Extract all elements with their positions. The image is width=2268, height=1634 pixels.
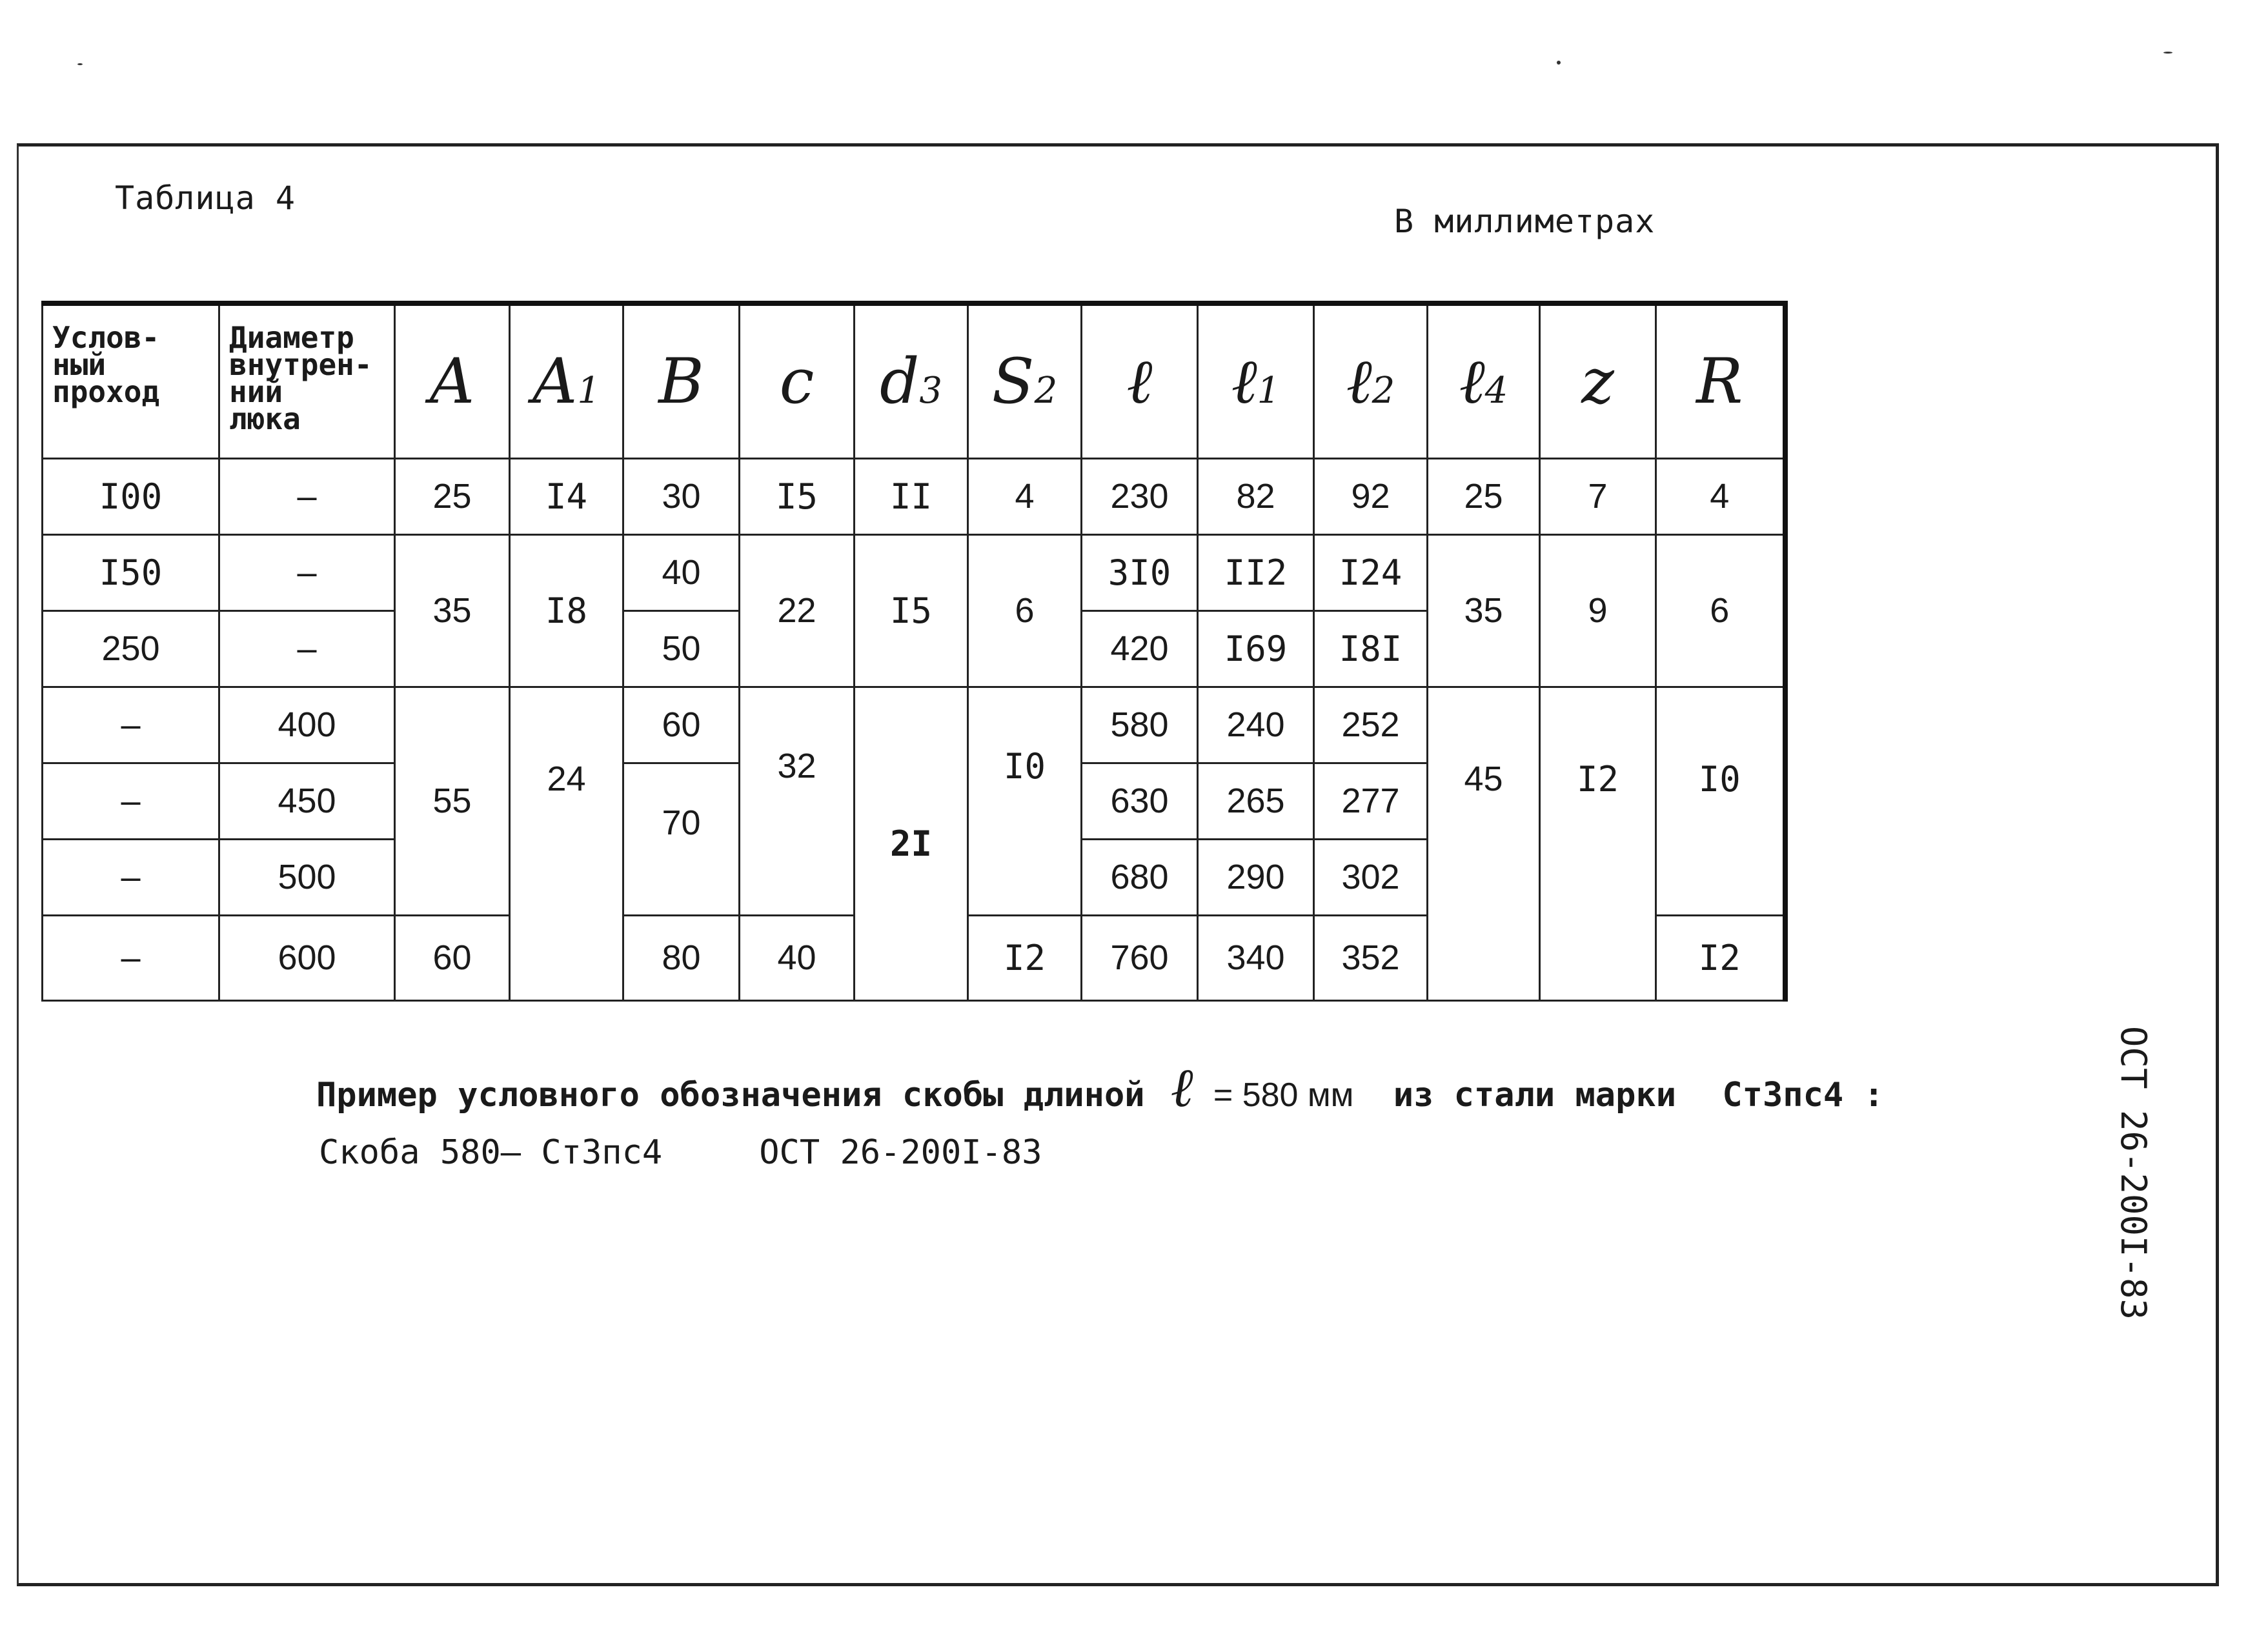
cell-l4: 25 — [1428, 458, 1540, 534]
cell-dia: 600 — [219, 915, 395, 1000]
cell-dia: 500 — [219, 839, 395, 915]
cell-c: 22 — [740, 534, 855, 687]
cell-z: 7 — [1540, 458, 1656, 534]
cell-l1: 82 — [1198, 458, 1314, 534]
cell-l1: II2 — [1198, 534, 1314, 610]
cell-c: 40 — [740, 915, 855, 1000]
header-l1: ℓ1 — [1198, 303, 1314, 458]
cell-l1: I69 — [1198, 610, 1314, 687]
cell-l4: 45 — [1428, 687, 1540, 1000]
header-hatch-diameter: Диаметр внутрен- ний люка — [219, 303, 395, 458]
designation-standard: ОСТ 26-200I-83 — [759, 1133, 1042, 1172]
cell-R: I0 — [1656, 687, 1785, 915]
example-steel-grade: Ст3пс4 : — [1722, 1076, 1884, 1115]
cell-B: 70 — [623, 763, 740, 915]
cell-d3: 2I — [855, 687, 968, 1000]
cell-B: 80 — [623, 915, 740, 1000]
header-c: c — [740, 303, 855, 458]
header-R: R — [1656, 303, 1785, 458]
cell-dn: – — [43, 839, 219, 915]
cell-dn: – — [43, 687, 219, 763]
designation-string — [319, 1133, 1042, 1172]
cell-l4: 35 — [1428, 534, 1540, 687]
cell-l1: 340 — [1198, 915, 1314, 1000]
designation-name: Скоба 580– Ст3пс4 — [319, 1133, 663, 1172]
cell-A: 55 — [395, 687, 510, 915]
cell-dn: – — [43, 763, 219, 839]
scan-speck — [2163, 52, 2172, 54]
header-B: B — [623, 303, 740, 458]
cell-dn: I50 — [43, 534, 219, 610]
header-l: ℓ — [1082, 303, 1198, 458]
header-d3: d3 — [855, 303, 968, 458]
cell-l2: 252 — [1314, 687, 1428, 763]
cell-z: I2 — [1540, 687, 1656, 1000]
cell-dn: I00 — [43, 458, 219, 534]
cell-dia: 450 — [219, 763, 395, 839]
header-nominal-bore: Услов- ный проход — [43, 303, 219, 458]
cell-dia: – — [219, 534, 395, 610]
cell-l2: I24 — [1314, 534, 1428, 610]
cell-A1: I8 — [510, 534, 623, 687]
cell-l1: 265 — [1198, 763, 1314, 839]
units-label: В миллиметрах — [1394, 203, 1655, 240]
header-A1: A1 — [510, 303, 623, 458]
cell-A: 60 — [395, 915, 510, 1000]
cell-S2: I0 — [968, 687, 1082, 915]
cell-S2: 4 — [968, 458, 1082, 534]
cell-l: 420 — [1082, 610, 1198, 687]
header-z: z — [1540, 303, 1656, 458]
cell-l2: I8I — [1314, 610, 1428, 687]
cell-l2: 302 — [1314, 839, 1428, 915]
cell-l2: 352 — [1314, 915, 1428, 1000]
cell-c: 32 — [740, 687, 855, 915]
cell-A: 25 — [395, 458, 510, 534]
cell-B: 30 — [623, 458, 740, 534]
cell-l: 760 — [1082, 915, 1198, 1000]
cell-l: 3I0 — [1082, 534, 1198, 610]
table-row — [43, 534, 1785, 610]
cell-S2: I2 — [968, 915, 1082, 1000]
cell-R: I2 — [1656, 915, 1785, 1000]
cell-R: 6 — [1656, 534, 1785, 687]
cell-l2: 92 — [1314, 458, 1428, 534]
cell-d3: II — [855, 458, 968, 534]
cell-z: 9 — [1540, 534, 1656, 687]
table-row — [43, 687, 1785, 763]
dimensions-table — [41, 301, 1788, 1002]
header-A: A — [395, 303, 510, 458]
cell-R: 4 — [1656, 458, 1785, 534]
table-row — [43, 458, 1785, 534]
length-symbol: ℓ — [1170, 1056, 1193, 1119]
header-S2: S2 — [968, 303, 1082, 458]
cell-l1: 240 — [1198, 687, 1314, 763]
cell-A: 35 — [395, 534, 510, 687]
designation-example — [316, 1056, 1884, 1120]
cell-dia: – — [219, 458, 395, 534]
example-prefix: Пример условного обозначения скобы длиной — [316, 1076, 1145, 1115]
cell-A1: I4 — [510, 458, 623, 534]
cell-l: 630 — [1082, 763, 1198, 839]
cell-c: I5 — [740, 458, 855, 534]
scan-speck — [77, 63, 83, 65]
cell-l2: 277 — [1314, 763, 1428, 839]
side-standard-code: ОСТ 26-200I-83 — [2113, 1025, 2154, 1320]
cell-B: 60 — [623, 687, 740, 763]
cell-l: 230 — [1082, 458, 1198, 534]
cell-dn: 250 — [43, 610, 219, 687]
header-l2: ℓ2 — [1314, 303, 1428, 458]
cell-l: 580 — [1082, 687, 1198, 763]
example-length: = 580 мм — [1213, 1076, 1354, 1114]
example-middle: из стали марки — [1393, 1076, 1677, 1115]
table-header-row — [43, 303, 1785, 458]
cell-B: 40 — [623, 534, 740, 610]
cell-A1: 24 — [510, 687, 623, 1000]
cell-dia: 400 — [219, 687, 395, 763]
header-l4: ℓ4 — [1428, 303, 1540, 458]
cell-B: 50 — [623, 610, 740, 687]
cell-l1: 290 — [1198, 839, 1314, 915]
scan-speck — [1557, 61, 1561, 65]
cell-d3: I5 — [855, 534, 968, 687]
table-caption: Таблица 4 — [115, 179, 296, 217]
cell-l: 680 — [1082, 839, 1198, 915]
cell-dn: – — [43, 915, 219, 1000]
cell-S2: 6 — [968, 534, 1082, 687]
cell-dia: – — [219, 610, 395, 687]
